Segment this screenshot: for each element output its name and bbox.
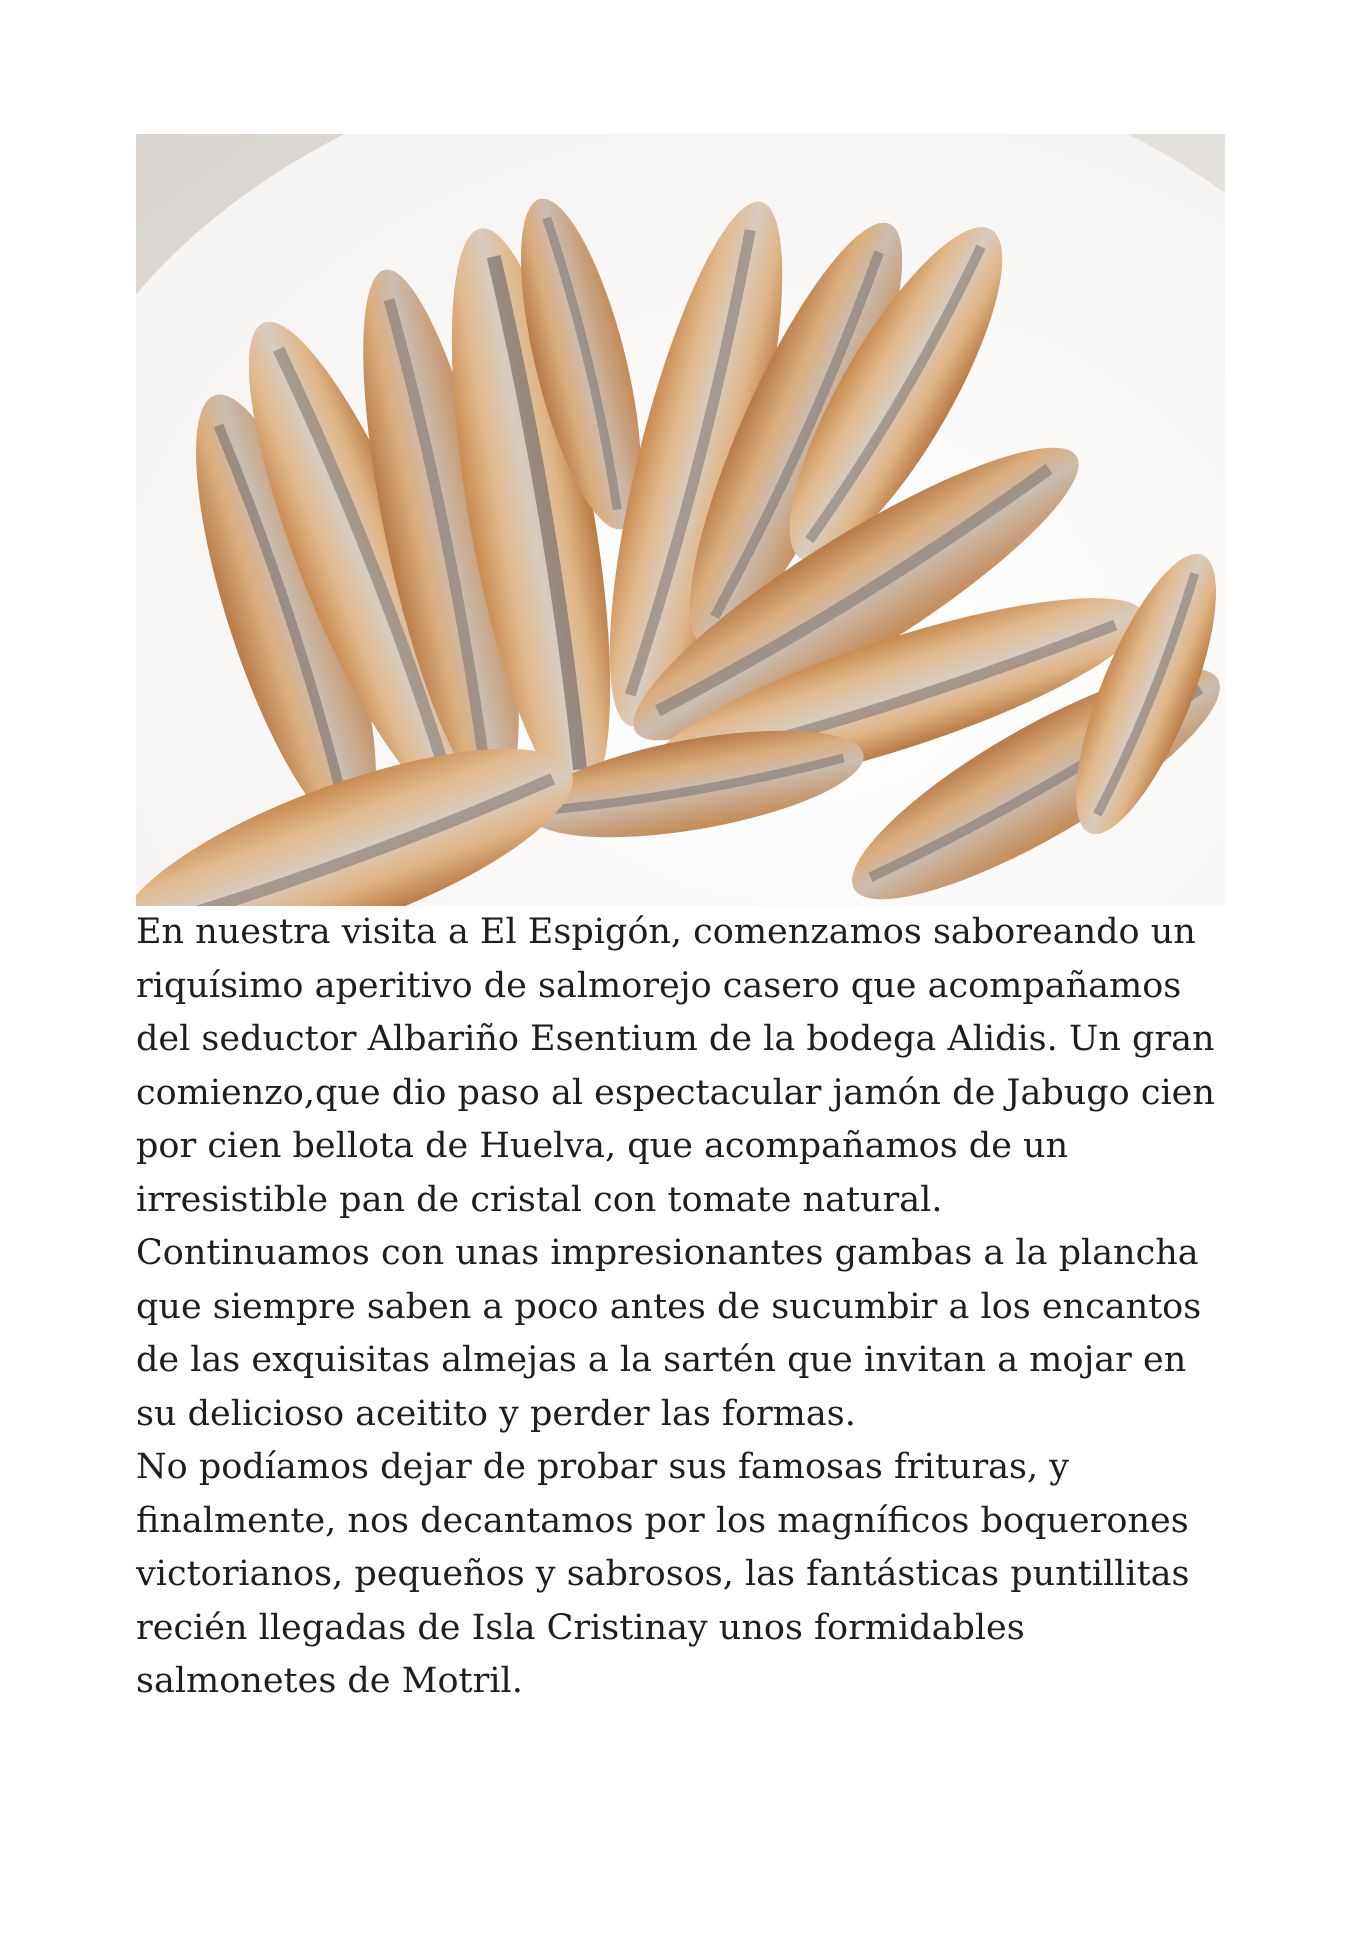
fried-anchovies-icon	[136, 134, 1225, 906]
paragraph-1: En nuestra visita a El Espigón, comenzamos saboreando un riquísimo aperitivo de salmorejo casero que acompañamos del seductor Albariño Esentium de la bodega Alidis. Un gran comienzo,que dio paso al espectacular jamón de Jabugo cien por cien bellota de Huelva, que acompañamos de un irresistible pan de cristal con tomate natural.	[136, 912, 1215, 1220]
fried-anchovies-photo	[136, 134, 1225, 906]
paragraph-3: No podíamos dejar de probar sus famosas frituras, y finalmente, nos decantamos por los magníficos boquerones victorianos, pequeños y sabrosos, las fantásticas puntillitas recién llegadas de Isla Cristinay unos formidables salmonetes de Motril.	[136, 1447, 1190, 1701]
paragraph-2: Continuamos con unas impresionantes gambas a la plancha que siempre saben a poco antes de sucumbir a los encantos de las exquisitas almejas a la sartén que invitan a mojar en su delicioso aceitito y perder las formas.	[136, 1233, 1202, 1434]
article-body	[136, 906, 1225, 1709]
